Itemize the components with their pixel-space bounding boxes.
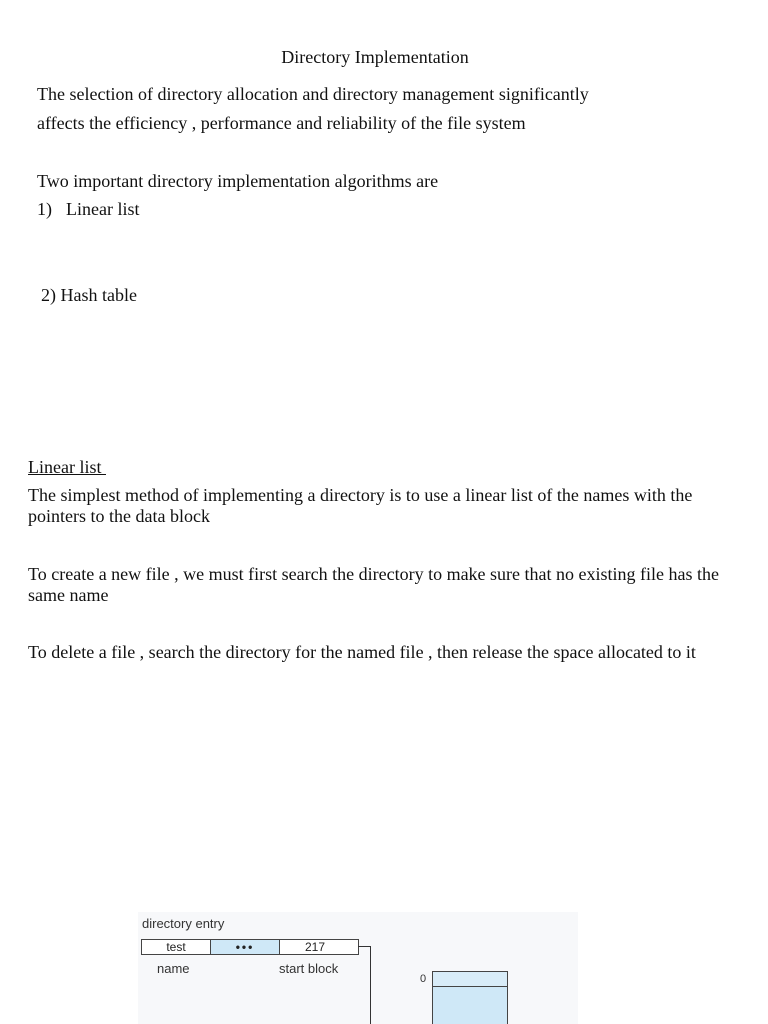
linear-list-heading: Linear list xyxy=(28,457,106,477)
algorithm-item-linear-list xyxy=(37,195,139,223)
block-index-label: 0 xyxy=(420,973,427,985)
linear-list-paragraph-2: To create a new file , we must first search the directory to make sure that no existing file has the same name xyxy=(28,564,719,605)
directory-entry-diagram xyxy=(138,912,578,1024)
page-title: Directory Implementation xyxy=(281,47,469,67)
linear-list-paragraph-3: To delete a file , search the directory for the named file , then release the space allocated to it xyxy=(28,642,696,662)
entry-start-block-cell: 217 xyxy=(304,940,326,954)
intro-line-2: affects the efficiency , performance and reliability of the file system xyxy=(37,113,526,133)
data-block xyxy=(432,971,508,1024)
intro-paragraph xyxy=(37,80,737,138)
label-name: name xyxy=(157,961,190,976)
algorithm-item-hash-table: 2) Hash table xyxy=(41,285,137,305)
label-start-block: start block xyxy=(279,961,339,976)
algorithms-intro: Two important directory implementation algorithms are xyxy=(37,171,439,191)
linear-list-paragraph-1: The simplest method of implementing a directory is to use a linear list of the names with the pointers to the data block xyxy=(28,485,693,526)
entry-pointer-stub xyxy=(350,939,359,955)
directory-entry-row xyxy=(141,939,351,955)
entry-name-cell: test xyxy=(142,940,211,954)
item-number: 1) xyxy=(37,199,52,219)
pointer-line-vertical xyxy=(370,946,371,1024)
diagram-caption: directory entry xyxy=(142,916,225,931)
data-block-cell xyxy=(433,972,507,987)
entry-ellipsis-cell: ••• xyxy=(211,940,280,954)
item-label: Linear list xyxy=(66,199,140,219)
intro-line-1: The selection of directory allocation and directory management significantly xyxy=(37,84,589,104)
